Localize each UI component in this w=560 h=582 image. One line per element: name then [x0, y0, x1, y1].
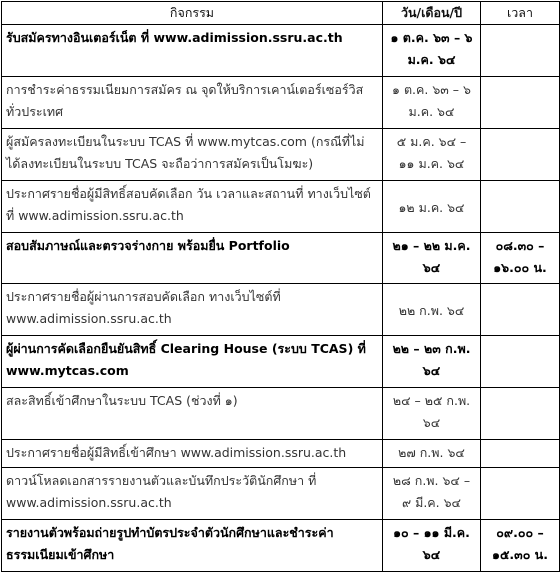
header-row	[2, 2, 560, 25]
activity-cell: รายงานตัวพร้อมถ่ายรูปทำบัตรประจำตัวนักศึกษาและชำระค่าธรรมเนียมเข้าศึกษา	[2, 520, 383, 572]
date-cell: ๒๔ – ๒๕ ก.พ. ๖๔	[383, 388, 481, 440]
time-cell: ๐๘.๓๐ – ๑๖.๐๐ น.	[481, 233, 560, 284]
activity-cell: การชำระค่าธรรมเนียมการสมัคร ณ จุดให้บริการเคาน์เตอร์เซอร์วิสทั่วประเทศ	[2, 77, 383, 129]
time-cell	[481, 77, 560, 129]
header-date: วัน/เดือน/ปี	[383, 2, 481, 25]
activity-cell: ประกาศรายชื่อผู้ผ่านการสอบคัดเลือก ทางเว็บไซต์ที่ www.adimission.ssru.ac.th	[2, 284, 383, 336]
time-cell	[481, 25, 560, 77]
date-cell: ๒๒ ก.พ. ๖๔	[383, 284, 481, 336]
schedule-table	[1, 1, 560, 572]
date-cell: ๑๒ ม.ค. ๖๔	[383, 181, 481, 233]
date-cell: ๕ ม.ค. ๖๔ – ๑๑ ม.ค. ๖๔	[383, 129, 481, 181]
date-cell: ๑ ต.ค. ๖๓ – ๖ ม.ค. ๖๔	[383, 77, 481, 129]
time-cell	[481, 388, 560, 440]
table-row	[2, 181, 560, 233]
header-time: เวลา	[481, 2, 560, 25]
table-row	[2, 233, 560, 284]
date-cell: ๒๒ – ๒๓ ก.พ. ๖๔	[383, 336, 481, 388]
date-cell: ๒๑ – ๒๒ ม.ค. ๖๔	[383, 233, 481, 284]
date-cell: ๑ ต.ค. ๖๓ – ๖ ม.ค. ๖๔	[383, 25, 481, 77]
time-cell	[481, 468, 560, 520]
date-cell: ๑๐ – ๑๑ มี.ค. ๖๔	[383, 520, 481, 572]
time-cell	[481, 129, 560, 181]
activity-cell: ผู้สมัครลงทะเบียนในระบบ TCAS ที่ www.mytcas.com (กรณีที่ไม่ได้ลงทะเบียนในระบบ TCAS จะถือว่าการสมัครเป็นโมฆะ)	[2, 129, 383, 181]
table-row	[2, 336, 560, 388]
table-row	[2, 388, 560, 440]
time-cell	[481, 336, 560, 388]
table-row	[2, 468, 560, 520]
date-cell: ๒๗ ก.พ. ๖๔	[383, 440, 481, 468]
activity-cell: ประกาศรายชื่อผู้มีสิทธิ์เข้าศึกษา www.adimission.ssru.ac.th	[2, 440, 383, 468]
time-cell	[481, 284, 560, 336]
activity-cell: ผู้ผ่านการคัดเลือกยืนยันสิทธิ์ Clearing House (ระบบ TCAS) ที่ www.mytcas.com	[2, 336, 383, 388]
time-cell	[481, 440, 560, 468]
activity-cell: สละสิทธิ์เข้าศึกษาในระบบ TCAS (ช่วงที่ ๑)	[2, 388, 383, 440]
activity-cell: รับสมัครทางอินเตอร์เน็ต ที่ www.adimission.ssru.ac.th	[2, 25, 383, 77]
table-row	[2, 77, 560, 129]
date-cell: ๒๘ ก.พ. ๖๔ – ๙ มี.ค. ๖๔	[383, 468, 481, 520]
time-cell	[481, 181, 560, 233]
table-row	[2, 520, 560, 572]
table-row	[2, 440, 560, 468]
table-row	[2, 284, 560, 336]
activity-cell: ดาวน์โหลดเอกสารรายงานตัวและบันทึกประวัตินักศึกษา ที่ www.adimission.ssru.ac.th	[2, 468, 383, 520]
activity-cell: ประกาศรายชื่อผู้มีสิทธิ์สอบคัดเลือก วัน เวลาและสถานที่ ทางเว็บไซต์ที่ www.adimission.ssru.ac.th	[2, 181, 383, 233]
time-cell: ๐๙.๐๐ – ๑๕.๓๐ น.	[481, 520, 560, 572]
activity-cell: สอบสัมภาษณ์และตรวจร่างกาย พร้อมยื่น Portfolio	[2, 233, 383, 284]
table-row	[2, 25, 560, 77]
table-row	[2, 129, 560, 181]
header-activity: กิจกรรม	[2, 2, 383, 25]
